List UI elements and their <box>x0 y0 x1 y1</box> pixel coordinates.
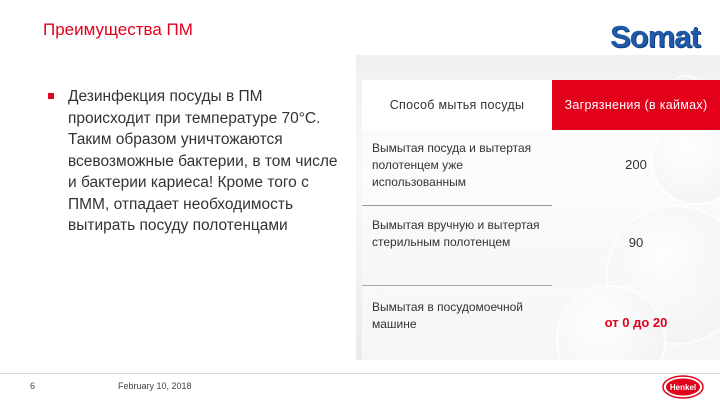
comparison-table <box>362 80 720 360</box>
table-cell-method: Вымытая вручную и вытертая стерильным полотенцем <box>372 218 540 249</box>
somat-logo-text: Somat <box>610 19 700 54</box>
table-row <box>362 205 720 285</box>
table-cell-value: 90 <box>628 235 644 250</box>
table-row <box>362 130 720 205</box>
bullet-text: Дезинфекция посуды в ПМ происходит при температуре 70°С. Таким образом уничтожаются всевозможные бактерии, в том числе и бактерии кариеса! Кроме того с ПММ, отпадает необходимость вытирать посуду полотенцами <box>68 88 338 234</box>
bullet-item <box>48 86 343 237</box>
footer-divider <box>0 373 720 374</box>
bullet-marker-icon <box>48 93 54 99</box>
table-cell-method: Вымытая в посудомоечной машине <box>372 300 523 331</box>
somat-logo <box>610 18 700 56</box>
table-cell-value: от 0 до 20 <box>604 315 668 330</box>
table-row <box>362 285 720 360</box>
henkel-logo <box>662 375 704 399</box>
table-header-method: Способ мытья посуды <box>362 80 552 130</box>
footer-date: February 10, 2018 <box>118 381 192 391</box>
table-cell-method: Вымытая посуда и вытертая полотенцем уже использованным <box>372 141 532 189</box>
table-header-contamination: Загрязнения (в каймах) <box>552 80 720 130</box>
table-header <box>362 80 720 130</box>
henkel-logo-text: Henkel <box>669 383 697 392</box>
table-cell-value: 200 <box>625 157 647 172</box>
slide-title: Преимущества ПМ <box>43 20 193 39</box>
page-number: 6 <box>30 381 36 391</box>
